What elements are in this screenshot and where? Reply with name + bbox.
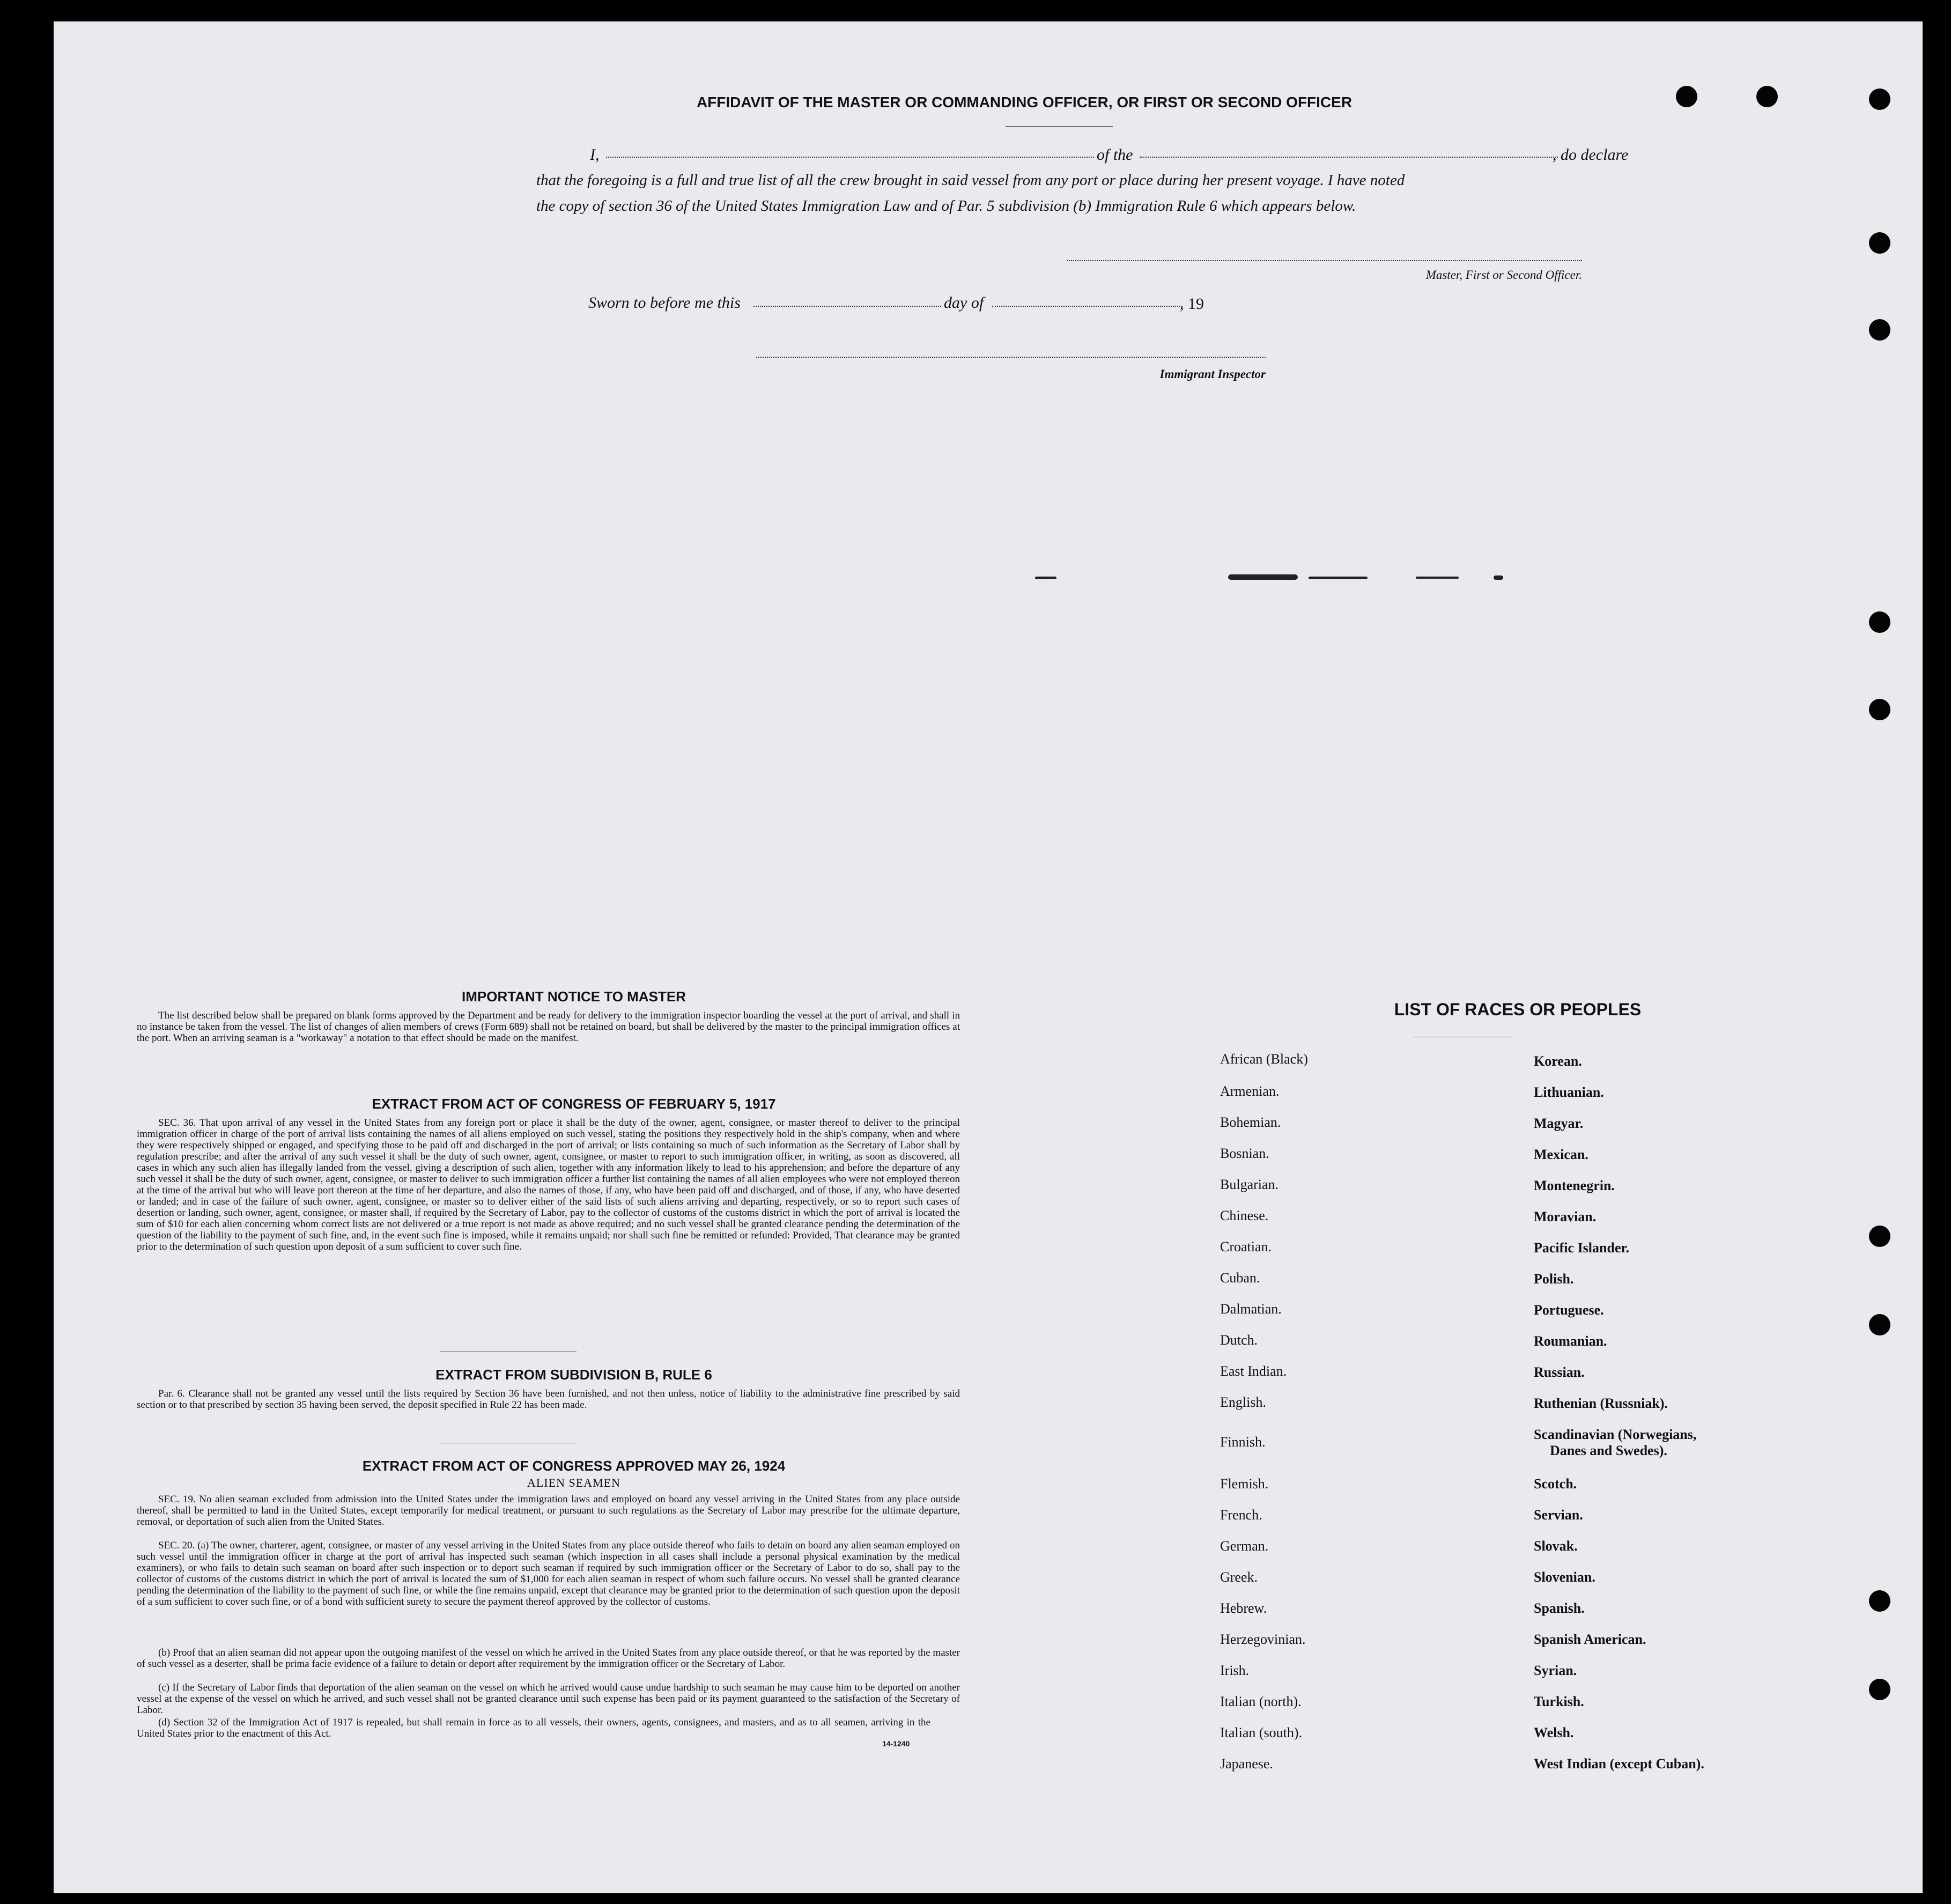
scan-smudge [1309,577,1368,579]
affidavit-of-label: of the [1097,146,1133,164]
sec20b-body [137,1647,960,1670]
race-item: Flemish. [1220,1476,1269,1492]
inspector-caption: Immigrant Inspector [1159,367,1266,381]
scan-smudge [1228,574,1298,580]
race-item: Roumanian. [1534,1333,1607,1349]
race-item: Bohemian. [1220,1115,1281,1130]
punch-hole-icon [1676,86,1697,107]
race-item: Ruthenian (Russniak). [1534,1396,1668,1411]
declare-label: , do declare [1553,146,1629,164]
extract-1917-body [137,1117,960,1252]
punch-hole-icon [1869,1679,1890,1700]
race-item: Russian. [1534,1364,1585,1380]
race-item: Servian. [1534,1507,1583,1523]
race-item: Montenegrin. [1534,1178,1615,1193]
sworn-prefix: Sworn to before me this [588,294,741,312]
sec20c-text: (c) If the Secretary of Labor finds that deportation of the alien seaman on the vessel on which he arrived would cause undue hardship to such seaman he may cause him to be deported on another vessel at the expense of the vessel on which he arrived, and such vessel shall not be granted clearance until such expense has been paid or its payment guaranteed to the satisfaction of the Secretary of Labor. [137,1682,960,1716]
race-item: Mexican. [1534,1147,1588,1162]
scan-smudge [1035,577,1056,579]
master-signature-line[interactable] [1067,260,1582,261]
race-item: Danes and Swedes). [1550,1443,1667,1458]
sworn-day-field[interactable] [753,306,941,307]
race-item: Dalmatian. [1220,1301,1282,1317]
affidavit-i-label: I, [590,146,600,164]
sec20b-text: (b) Proof that an alien seaman did not appear upon the outgoing manifest of the vessel on which he arrived in the United States from any place outside thereof, or that he was reported by the master of such vessel as a deserter, shall be prima facie evidence of a failure to detain or deport after requirement by the immigration officer or the Secretary of Labor. [137,1647,960,1670]
punch-hole-icon [1869,1226,1890,1247]
race-item: Korean. [1534,1053,1582,1069]
race-item: Japanese. [1220,1756,1273,1772]
race-item: Irish. [1220,1663,1250,1678]
sec20a-body [137,1540,960,1607]
sec19-text: SEC. 19. No alien seaman excluded from admission into the United States under the immigration laws and employed on board any vessel arriving in the United States from any place outside thereof, shall be permitted to land in the United States, except temporarily for medical treatment, or pursuant to such regulations as the Secretary of Labor may prescribe for the ultimate departure, removal, or deportation of such alien from the United States. [137,1494,960,1527]
race-item: Bosnian. [1220,1146,1269,1161]
race-item: French. [1220,1507,1262,1523]
race-item: Portuguese. [1534,1302,1604,1318]
sec20d-body [137,1717,930,1739]
race-item: West Indian (except Cuban). [1534,1756,1704,1772]
race-item: Finnish. [1220,1434,1266,1450]
punch-hole-icon [1869,699,1890,720]
race-item: Hebrew. [1220,1600,1267,1616]
race-item: Italian (south). [1220,1725,1303,1740]
extract-1924-title: EXTRACT FROM ACT OF CONGRESS APPROVED MAY 26, 1924 [362,1458,786,1474]
notice-body-text: The list described below shall be prepared on blank forms approved by the Department and be ready for delivery to the immigration inspector boarding the vessel at the port of arrival, and shall in no instance be taken from the vessel. The list of changes of alien members of crews (Form 689) shall not be retained on board, but shall be delivered by the master to the principal immigration offices at the port. When an arriving seaman is a "workaway" a notation to that effect should be made on the manifest. [137,1010,960,1044]
punch-hole-icon [1869,611,1890,633]
races-title: LIST OF RACES OR PEOPLES [1394,1000,1642,1019]
race-item: Cuban. [1220,1270,1260,1286]
sworn-day-label: day of [944,294,984,312]
race-item: Lithuanian. [1534,1084,1604,1100]
sworn-month-field[interactable] [992,306,1183,307]
race-item: Moravian. [1534,1209,1597,1224]
race-item: Herzegovinian. [1220,1632,1306,1647]
sec19-body [137,1494,960,1527]
affidavit-line-3: the copy of section 36 of the United States Immigration Law and of Par. 5 subdivision (b) Immigration Rule 6 which appears below. [536,197,1356,215]
punch-hole-icon [1869,1314,1890,1335]
punch-hole-icon [1869,1590,1890,1612]
extract-1917-text: SEC. 36. That upon arrival of any vessel in the United States from any foreign port or place it shall be the duty of the owner, agent, consignee, or master thereof to deliver to the principal immigration officer in charge of the port of arrival lists containing the names of all aliens employed on such vessel, stating the positions they respectively hold in the ship's company, when and where they were respectively shipped or engaged, and specifying those to be paid off and discharged in the port of arrival; or lists containing so much of such information as the Secretary of Labor shall by regulation prescribe; and after the arrival of any such vessel it shall be the duty of such owner, agent, consignee, or master to report to such immigration officer, in writing, as soon as discovered, all cases in which any such alien has illegally landed from the vessel, giving a description of such alien, together with any information likely to lead to his apprehension; and before the departure of any such vessel it shall be the duty of such owner, agent, consignee, or master to deliver to such immigration officer a further list containing the names of all alien employees who were not employed thereon at the time of the arrival but who will leave port thereon at the time of her departure, and also the names of those, if any, who have been paid off and discharged, and of those, if any, who have deserted or landed; and in case of the failure of such owner, agent, consignee, or master so to deliver either of the said lists of such aliens arriving and departing, respectively, or so to report such cases of desertion or landing, such owner, agent, consignee, or master shall, if required by the Secretary of Labor, pay to the collector of customs of the customs district in which the port of arrival is located the sum of $10 for each alien concerning whom correct lists are not delivered or a true report is not made as above required; and no such vessel shall be granted clearance pending the determination of the question of the liability to the payment of such fine, and, in the event such fine is imposed, while it remains unpaid; nor shall such fine be remitted or refunded: Provided, That clearance may be granted prior to the determination of such question upon deposit of a sum sufficient to cover such fine. [137,1117,960,1252]
race-item: Scandinavian (Norwegians, [1534,1427,1697,1442]
race-item: English. [1220,1394,1266,1410]
extract-1924-subtitle: ALIEN SEAMEN [527,1476,620,1489]
race-item: Polish. [1534,1271,1574,1287]
race-item: Italian (north). [1220,1694,1302,1709]
race-item: Slovenian. [1534,1569,1595,1585]
scan-smudge [1494,575,1503,580]
race-item: Dutch. [1220,1332,1258,1348]
affidavit-title: AFFIDAVIT OF THE MASTER OR COMMANDING OFFICER, OR FIRST OR SECOND OFFICER [696,94,1353,110]
race-item: Greek. [1220,1569,1258,1585]
race-item: Magyar. [1534,1116,1584,1131]
punch-hole-icon [1756,86,1778,107]
form-sheet [54,21,1923,1893]
rule6-text: Par. 6. Clearance shall not be granted any vessel until the lists required by Section 36 have been furnished, and not then unless, notice of liability to the administrative fine prescribed by said section or to that prescribed by section 35 having been served, the deposit specified in Rule 22 has been made. [137,1388,960,1411]
race-item: Syrian. [1534,1663,1577,1678]
scan-smudge [1416,577,1459,579]
race-item: Bulgarian. [1220,1177,1279,1192]
master-signature-caption: Master, First or Second Officer. [1425,268,1582,282]
sworn-year-label: , 19 [1180,295,1204,313]
sec20d-text: (d) Section 32 of the Immigration Act of 1917 is repealed, but shall remain in force as to all vessels, their owners, agents, consignees, and masters, and as to all seamen, arriving in the United States prior to the enactment of this Act. [137,1717,930,1739]
race-item: East Indian. [1220,1363,1287,1379]
race-item: Armenian. [1220,1083,1280,1099]
inspector-signature-line[interactable] [756,357,1266,358]
rule6-body [137,1388,960,1411]
title-divider [1006,126,1113,127]
race-item: African (Black) [1220,1051,1308,1067]
sec20a-text: SEC. 20. (a) The owner, charterer, agent, consignee, or master of any vessel arriving in the United States from any place outside thereof who fails to detain on board any alien seaman employed on such vessel until the immigration officer in charge at the port of arrival has inspected such seaman (which inspection in all cases shall include a personal physical examination by the medical examiners), or who fails to detain such seaman on board after such inspection or to deport such seaman if required by such immigration officer or the Secretary of Labor to do so, shall pay to the collector of customs of the customs district in which the port of arrival is located the sum of $1,000 for each alien seaman in respect of whom such failure occurs. No vessel shall be granted clearance pending the determination of the liability to the payment of such fine, or while the fine remains unpaid, except that clearance may be granted prior to the determination of such question upon the deposit of a sum sufficient to cover such fine, or of a bond with sufficient surety to secure the payment thereof approved by the collector of customs. [137,1540,960,1607]
race-item: Croatian. [1220,1239,1272,1254]
punch-hole-icon [1869,232,1890,254]
race-item: Slovak. [1534,1538,1578,1554]
race-item: Spanish American. [1534,1632,1646,1647]
race-item: Pacific Islander. [1534,1240,1630,1256]
punch-hole-icon [1869,88,1890,110]
race-item: Welsh. [1534,1725,1574,1740]
sec20c-body [137,1682,960,1716]
race-item: Scotch. [1534,1476,1577,1492]
rule6-title: EXTRACT FROM SUBDIVISION B, RULE 6 [435,1367,712,1383]
race-item: Turkish. [1534,1694,1584,1709]
race-item: Chinese. [1220,1208,1269,1223]
race-item: German. [1220,1538,1269,1554]
vessel-blank-field[interactable] [1140,157,1558,158]
punch-hole-icon [1869,319,1890,341]
name-blank-field[interactable] [606,157,1094,158]
notice-title: IMPORTANT NOTICE TO MASTER [462,988,686,1005]
notice-body [137,1010,960,1044]
extract-1917-title: EXTRACT FROM ACT OF CONGRESS OF FEBRUARY 5, 1917 [372,1096,776,1112]
form-number: 14-1240 [882,1739,910,1748]
race-item: Spanish. [1534,1600,1585,1616]
affidavit-line-2: that the foregoing is a full and true list of all the crew brought in said vessel from any port or place during her present voyage. I have noted [536,172,1405,189]
